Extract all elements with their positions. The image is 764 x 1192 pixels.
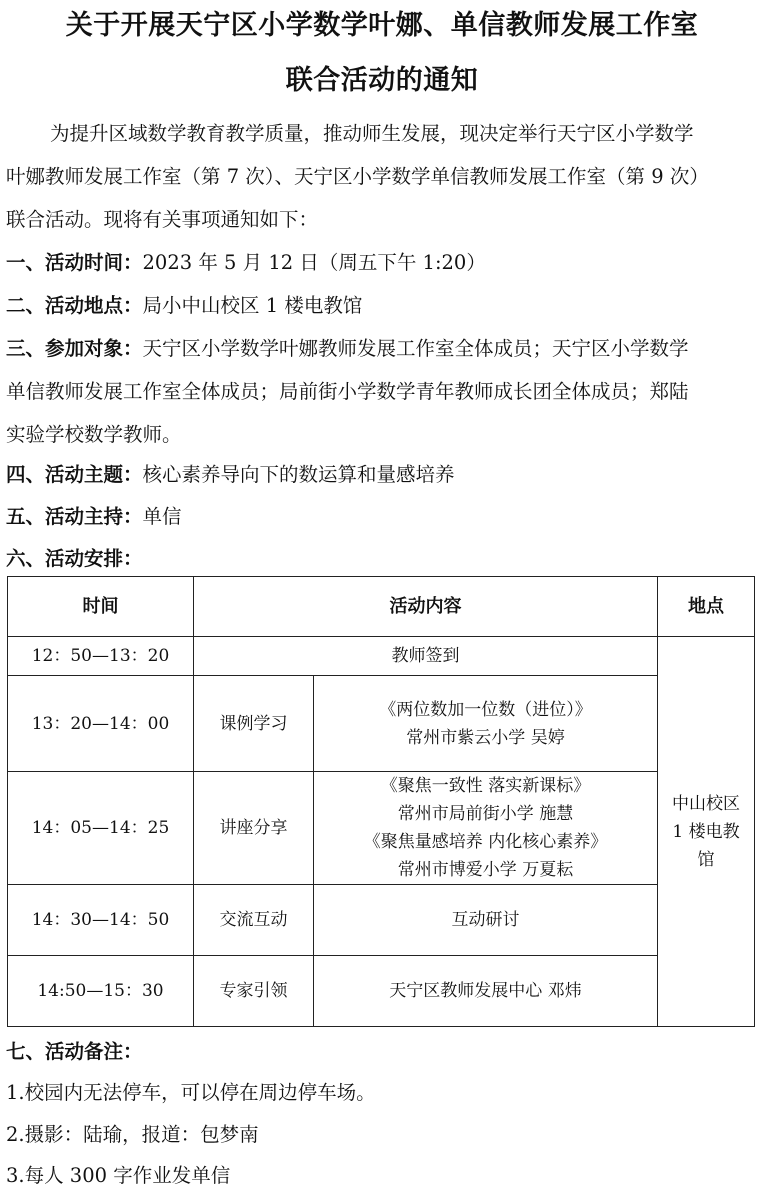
item-time-value: 2023 年 5 月 12 日（周五下午 1:20） (142, 251, 486, 274)
row-type: 课例学习 (194, 676, 314, 772)
item-place-label: 二、活动地点： (6, 294, 143, 317)
intro-line-2: 叶娜教师发展工作室（第 7 次）、天宁区小学数学单信教师发展工作室（第 9 次） (6, 165, 709, 188)
header-time: 时间 (8, 577, 194, 637)
item-theme-value: 核心素养导向下的数运算和量感培养 (142, 463, 455, 486)
item-time-label: 一、活动时间： (6, 251, 143, 274)
row-time: 14:50—15：30 (8, 956, 194, 1027)
notice-title-line-2: 联合活动的通知 (285, 65, 479, 96)
row-content (314, 676, 658, 772)
row-time: 13：20—14：00 (8, 676, 194, 772)
row-content: 互动研讨 (314, 885, 658, 956)
schedule-header-row (8, 577, 755, 637)
row-time: 14：05—14：25 (8, 772, 194, 885)
item-time (6, 247, 486, 275)
table-row (8, 956, 755, 1027)
location-line-2: 1 楼电教 (672, 821, 740, 842)
note-2: 2.摄影：陆瑜，报道：包梦南 (6, 1123, 259, 1146)
notice-title-line-1: 关于开展天宁区小学数学叶娜、单信教师发展工作室 (65, 10, 699, 41)
table-row (8, 637, 755, 676)
item-theme-label: 四、活动主题： (6, 463, 143, 486)
note-3: 3.每人 300 字作业发单信 (6, 1164, 231, 1187)
location-line-3: 馆 (697, 849, 715, 870)
item-host-label: 五、活动主持： (6, 505, 143, 528)
header-location: 地点 (658, 577, 755, 637)
row-time: 12：50—13：20 (8, 637, 194, 676)
notes-label: 七、活动备注： (6, 1040, 143, 1063)
item-host (6, 501, 182, 529)
content-line: 《聚焦量感培养 内化核心素养》 (363, 832, 608, 852)
location-line-1: 中山校区 (672, 793, 740, 814)
content-line: 《聚焦一致性 落实新课标》 (380, 776, 591, 796)
table-row (8, 885, 755, 956)
row-type: 讲座分享 (194, 772, 314, 885)
row-type: 交流互动 (194, 885, 314, 956)
item-participants-label: 三、参加对象： (6, 337, 143, 360)
schedule-location (658, 637, 755, 1027)
row-content: 天宁区教师发展中心 邓炜 (314, 956, 658, 1027)
item-participants (6, 333, 689, 361)
intro-line-3: 联合活动。现将有关事项通知如下： (6, 208, 319, 231)
content-line: 常州市紫云小学 吴婷 (406, 727, 565, 748)
schedule-table (7, 576, 755, 1027)
intro-line-1: 为提升区域数学教育教学质量，推动师生发展，现决定举行天宁区小学数学 (50, 122, 694, 145)
item-theme (6, 459, 455, 487)
content-line: 常州市局前街小学 施慧 (397, 804, 574, 824)
content-line: 常州市博爱小学 万夏耘 (397, 860, 574, 880)
row-type: 专家引领 (194, 956, 314, 1027)
content-line: 《两位数加一位数（进位）》 (379, 699, 592, 720)
row-time: 14：30—14：50 (8, 885, 194, 956)
note-1: 1.校园内无法停车，可以停在周边停车场。 (6, 1081, 376, 1104)
row-content (314, 772, 658, 885)
item-participants-line-2: 单信教师发展工作室全体成员；局前街小学数学青年教师成长团全体成员；郑陆 (6, 380, 689, 403)
table-row (8, 676, 755, 772)
row-content: 教师签到 (194, 637, 658, 676)
item-schedule-label: 六、活动安排： (6, 547, 143, 570)
header-content: 活动内容 (194, 577, 658, 637)
item-host-value: 单信 (142, 505, 182, 528)
item-place-value: 局小中山校区 1 楼电教馆 (142, 294, 363, 317)
item-place (6, 290, 362, 318)
table-row (8, 772, 755, 885)
item-participants-line-3: 实验学校数学教师。 (6, 423, 182, 446)
item-participants-line-1: 天宁区小学数学叶娜教师发展工作室全体成员；天宁区小学数学 (142, 337, 689, 360)
